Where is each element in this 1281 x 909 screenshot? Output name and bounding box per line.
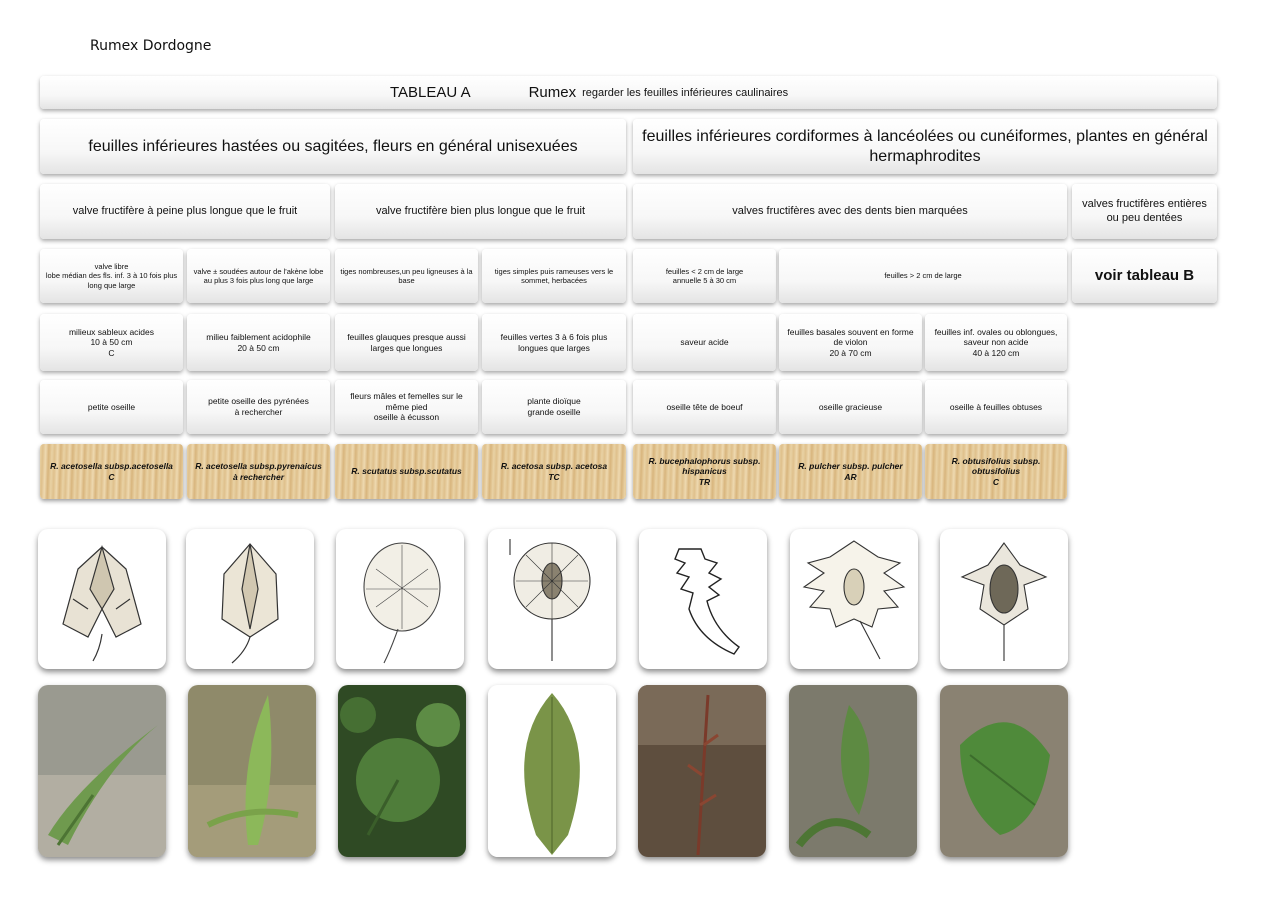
criterion-r4-3: [335, 314, 478, 371]
table-header: [40, 76, 1217, 109]
criterion-r4-6: [779, 314, 922, 371]
valve-b: [335, 184, 626, 239]
valve-c-text: valves fructifères avec des dents bien marquées: [732, 204, 968, 217]
group-hastate-text: feuilles inférieures hastées ou sagitées, fleurs en général unisexuées: [88, 137, 578, 155]
valve-drawing-pyrenaicus: [186, 529, 314, 669]
criterion-r3-5-text: feuilles < 2 cm de large annuelle 5 à 30 cm: [665, 266, 744, 285]
valve-drawing-bucephalophorus: [639, 529, 767, 669]
species-4-text: R. acetosa subsp. acetosa TC: [500, 460, 608, 482]
criterion-r4-2-text: milieu faiblement acidophile 20 à 50 cm: [206, 331, 311, 353]
leaf-photo-pyrenaicus: [188, 685, 316, 857]
common-name-1-text: petite oseille: [87, 401, 136, 412]
valve-c: [633, 184, 1067, 239]
criterion-r4-1-text: milieux sableux acides 10 à 50 cm C: [68, 326, 155, 358]
common-name-6: [779, 380, 922, 434]
common-name-4: [482, 380, 626, 434]
common-name-4-text: plante dioïque grande oseille: [527, 396, 581, 417]
valve-drawing-obtusifolius: [940, 529, 1068, 669]
species-3: [335, 444, 478, 499]
leaf-photo-obtusifolius: [940, 685, 1068, 857]
species-6-text: R. pulcher subsp. pulcher AR: [798, 460, 903, 482]
valve-b-text: valve fructifère bien plus longue que le fruit: [375, 204, 586, 217]
common-name-7-text: oseille à feuilles obtuses: [949, 401, 1043, 412]
common-name-6-text: oseille gracieuse: [818, 401, 883, 412]
species-6: [779, 444, 922, 499]
group-cordate-text: feuilles inférieures cordiformes à lancéolées ou cunéiformes, plantes en général hermaphrodites: [642, 127, 1208, 165]
valve-d: [1072, 184, 1217, 239]
common-name-3-text: fleurs mâles et femelles sur le même pied oseille à écusson: [350, 391, 463, 423]
common-name-1: [40, 380, 183, 434]
see-table-b-text: voir tableau B: [1094, 266, 1195, 284]
common-name-2: [187, 380, 330, 434]
criterion-r4-2: [187, 314, 330, 371]
common-name-7: [925, 380, 1067, 434]
criterion-r4-5: [633, 314, 776, 371]
instruction-label: regarder les feuilles inférieures caulinaires: [582, 86, 789, 99]
document-title: Rumex Dordogne: [90, 38, 212, 54]
species-1-text: R. acetosella subsp.acetosella C: [50, 460, 173, 482]
criterion-r4-6-text: feuilles basales souvent en forme de violon 20 à 70 cm: [787, 326, 914, 358]
species-1: [40, 444, 183, 499]
criterion-r4-1: [40, 314, 183, 371]
criterion-r3-6-text: feuilles > 2 cm de large: [884, 271, 962, 281]
valve-drawing-acetosella: [38, 529, 166, 669]
leaf-photo-acetosella: [38, 685, 166, 857]
criterion-r3-1-text: valve libre lobe médian des fls. inf. 3 à 10 fois plus long que large: [45, 261, 178, 290]
valve-drawing-acetosa: [488, 529, 616, 669]
valve-a: [40, 184, 330, 239]
species-5-text: R. bucephalophorus subsp. hispanicus TR: [648, 455, 761, 487]
criterion-r4-4: [482, 314, 626, 371]
table-label: TABLEAU A: [390, 84, 471, 101]
common-name-5: [633, 380, 776, 434]
valve-d-text: valves fructifères entières ou peu dentées: [1082, 197, 1207, 224]
common-name-2-text: petite oseille des pyrénées à rechercher: [208, 396, 309, 417]
criterion-r3-5: [633, 249, 776, 303]
genus-label: Rumex: [528, 84, 577, 101]
species-7-text: R. obtusifolius subsp. obtusifolius C: [951, 455, 1041, 487]
species-7: [925, 444, 1067, 499]
criterion-r3-2: [187, 249, 330, 303]
criterion-r3-3-text: tiges nombreuses,un peu ligneuses à la base: [340, 266, 473, 285]
criterion-r3-2-text: valve ± soudées autour de l'akène lobe au plus 3 fois plus long que large: [193, 266, 324, 285]
common-name-3: [335, 380, 478, 434]
species-2-text: R. acetosella subsp.pyrenaicus à rechercher: [195, 460, 322, 482]
valve-drawing-scutatus: [336, 529, 464, 669]
criterion-r3-3: [335, 249, 478, 303]
group-cordate: [633, 119, 1217, 174]
species-3-text: R. scutatus subsp.scutatus: [351, 466, 462, 477]
species-2: [187, 444, 330, 499]
criterion-r4-4-text: feuilles vertes 3 à 6 fois plus longues que larges: [500, 331, 608, 353]
group-hastate: [40, 119, 626, 174]
leaf-photo-bucephalophorus: [638, 685, 766, 857]
criterion-r3-6: [779, 249, 1067, 303]
criterion-r4-5-text: saveur acide: [680, 337, 729, 348]
criterion-r4-7-text: feuilles inf. ovales ou oblongues, saveur non acide 40 à 120 cm: [934, 326, 1058, 358]
see-table-b[interactable]: [1072, 249, 1217, 303]
criterion-r3-4: [482, 249, 626, 303]
common-name-5-text: oseille tête de boeuf: [666, 401, 743, 412]
leaf-photo-acetosa: [488, 685, 616, 857]
species-4: [482, 444, 626, 499]
criterion-r3-4-text: tiges simples puis rameuses vers le sommet, herbacées: [494, 266, 614, 285]
criterion-r3-1: [40, 249, 183, 303]
species-5: [633, 444, 776, 499]
criterion-r4-3-text: feuilles glauques presque aussi larges que longues: [347, 331, 466, 353]
leaf-photo-pulcher: [789, 685, 917, 857]
valve-drawing-pulcher: [790, 529, 918, 669]
leaf-photo-scutatus: [338, 685, 466, 857]
valve-a-text: valve fructifère à peine plus longue que le fruit: [72, 204, 298, 217]
criterion-r4-7: [925, 314, 1067, 371]
